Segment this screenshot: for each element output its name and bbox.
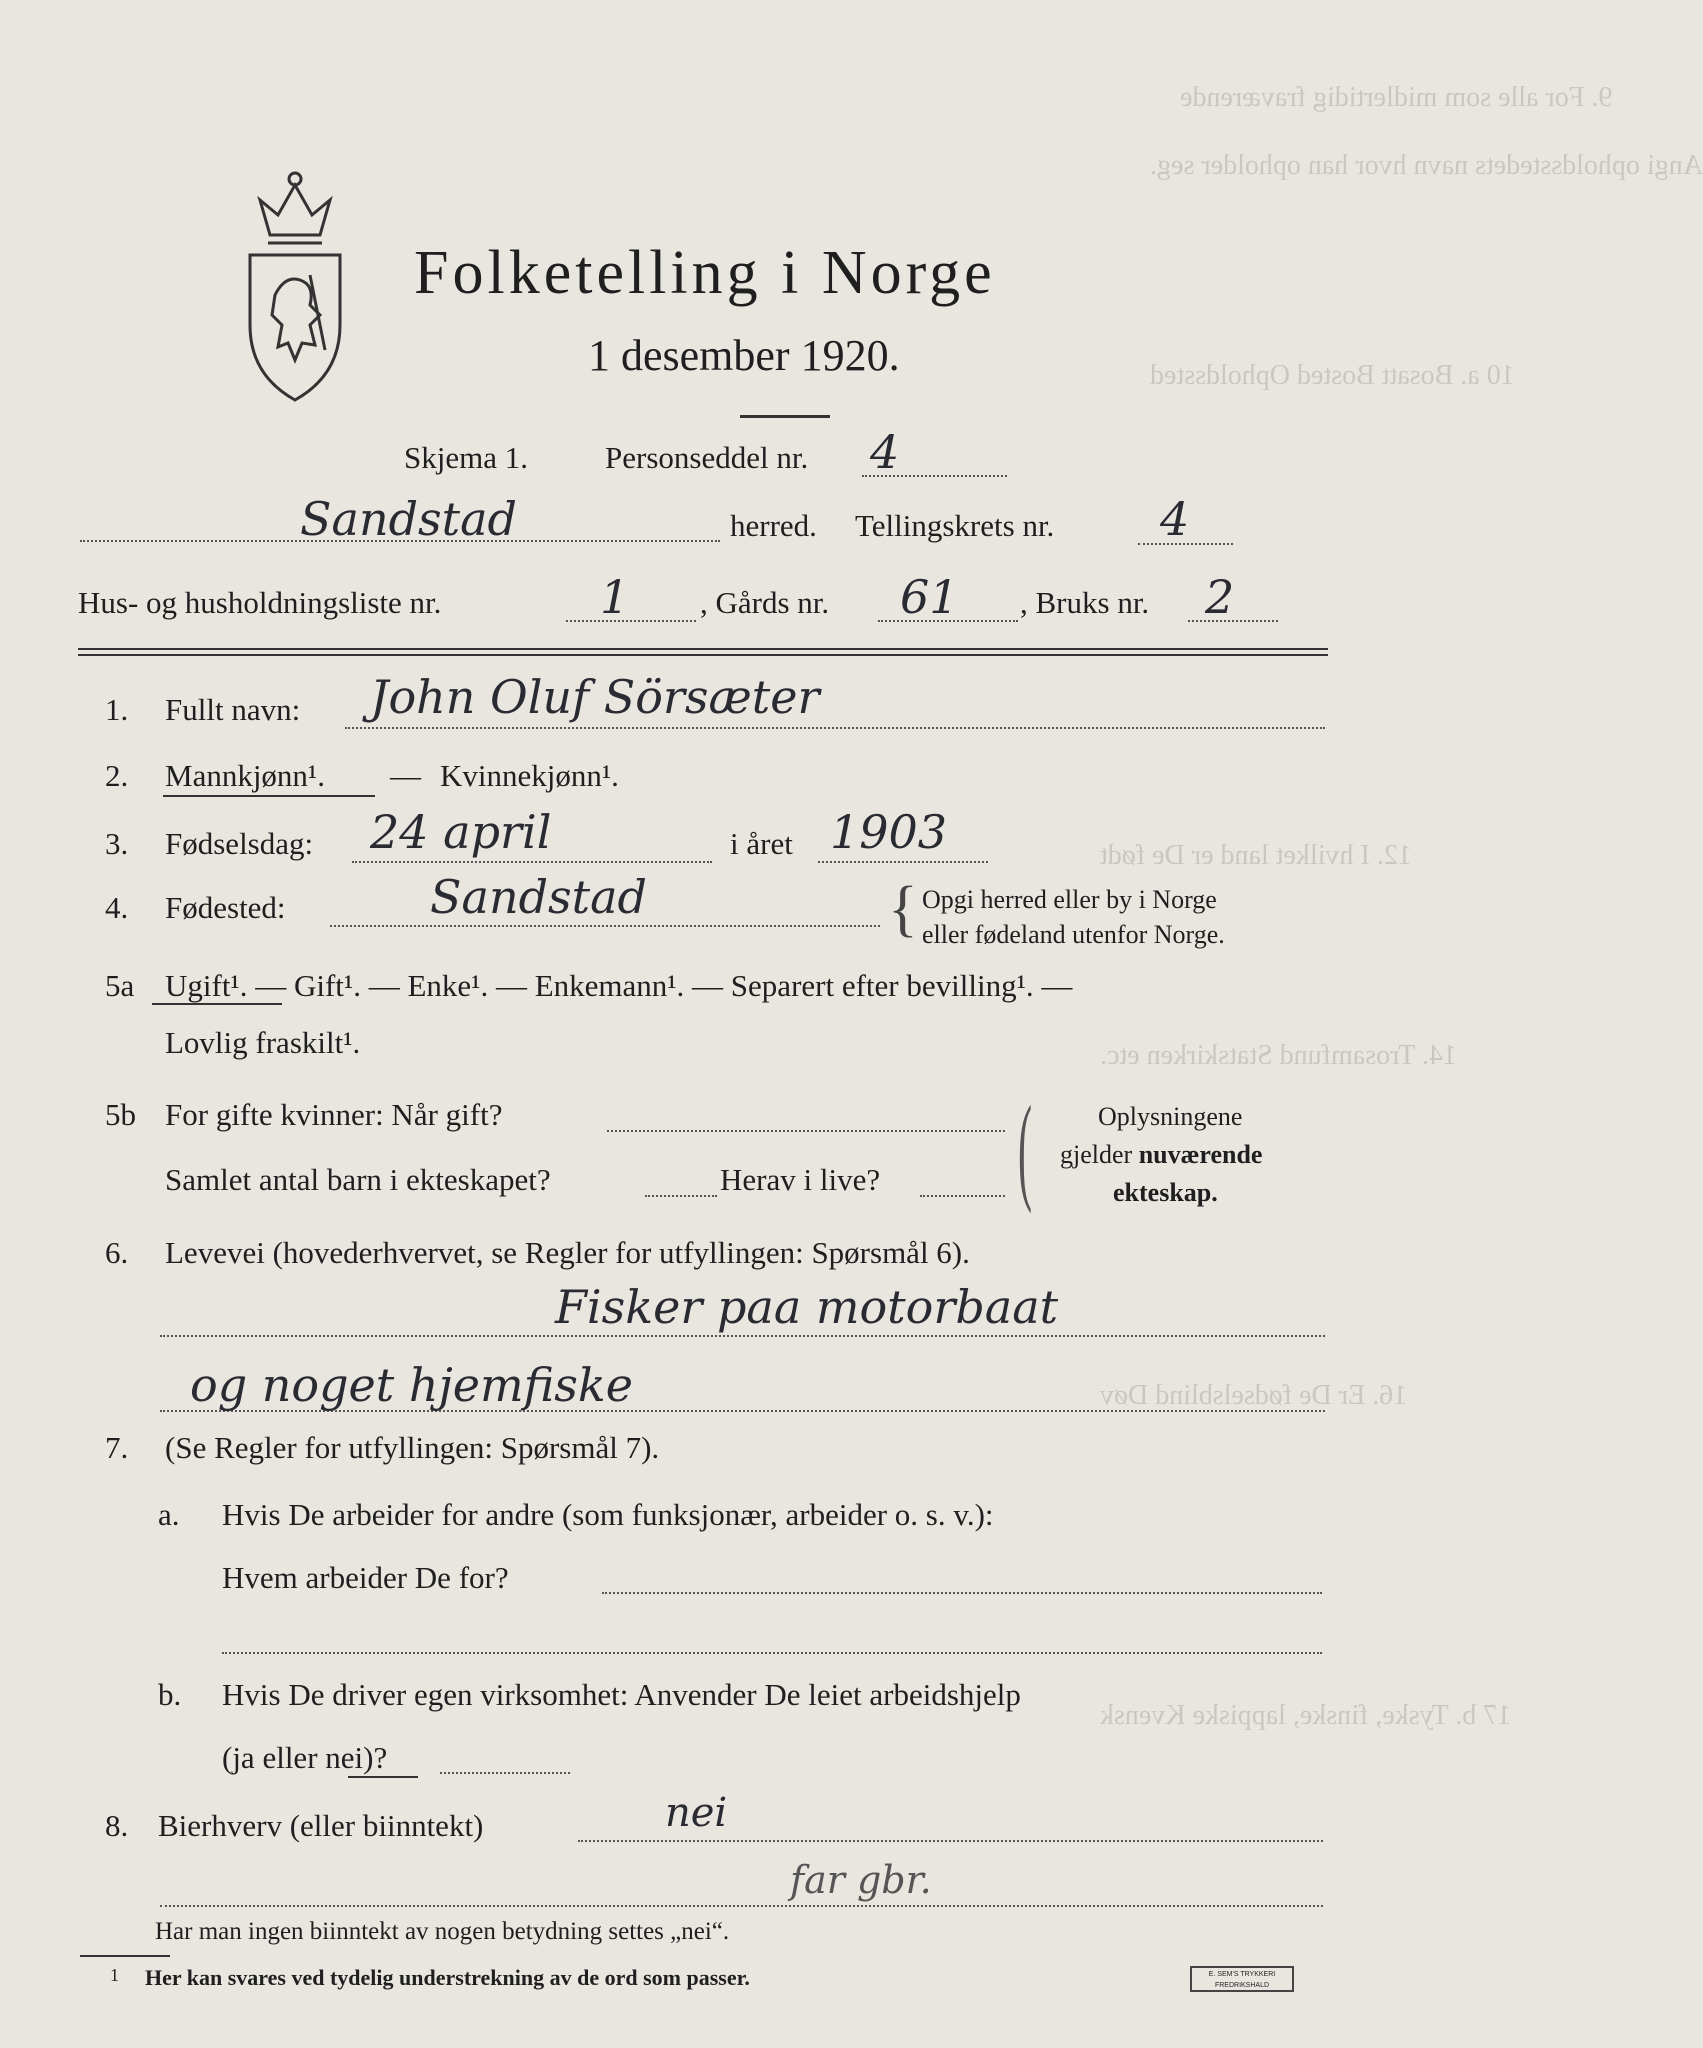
- q3-day-value: 24 april: [370, 805, 552, 859]
- q7a-line1: Hvis De arbeider for andre (som funksjonær, arbeider o. s. v.):: [222, 1497, 994, 1532]
- q1-value: John Oluf Sörsæter: [370, 670, 820, 724]
- q2-male-underline: [163, 795, 375, 797]
- q7a-line2: Hvem arbeider De for?: [222, 1560, 509, 1595]
- q5b-line1: For gifte kvinner: Når gift?: [165, 1097, 503, 1132]
- bleed-through-text: 17 b. Tyske, finske, lappiske Kvensk: [1100, 1700, 1512, 1731]
- herred-value: Sandstad: [300, 492, 517, 546]
- q1-number: 1.: [105, 692, 129, 727]
- q5b-children-label: Samlet antal barn i ekteskapet?: [165, 1162, 551, 1197]
- bleed-through-text: 14. Trosamfund Statskirken etc.: [1100, 1040, 1457, 1071]
- bruks-value: 2: [1205, 570, 1235, 624]
- tellingskrets-value: 4: [1160, 492, 1190, 546]
- q2-female-option: Kvinnekjønn¹.: [440, 758, 619, 793]
- q8-number: 8.: [105, 1808, 129, 1843]
- q3-label: Fødselsdag:: [165, 826, 314, 861]
- q5a-ugift-underline: [152, 1003, 282, 1005]
- q4-value: Sandstad: [430, 870, 647, 924]
- bruks-label: , Bruks nr.: [1020, 585, 1150, 620]
- q4-note-line1: Opgi herred eller by i Norge: [922, 885, 1217, 914]
- q5b-note-line1: Oplysningene: [1098, 1102, 1243, 1131]
- hus-value: 1: [600, 570, 630, 624]
- title-divider: [740, 415, 830, 418]
- q7b-line1: Hvis De driver egen virksomhet: Anvender De leiet arbeidshjelp: [222, 1677, 1021, 1712]
- q1-label: Fullt navn:: [165, 692, 301, 727]
- q5b-alive-label: Herav i live?: [720, 1162, 881, 1197]
- q7-number: 7.: [105, 1430, 129, 1465]
- q7b-number: b.: [158, 1677, 182, 1712]
- q7b-line2: (ja eller nei)?: [222, 1740, 388, 1775]
- footnote-mark: 1: [110, 1965, 119, 1985]
- q4-number: 4.: [105, 890, 129, 925]
- q2-male-option: Mannkjønn¹.: [165, 758, 325, 793]
- q4-label: Fødested:: [165, 890, 286, 925]
- bleed-through-text: 16. Er De fødselsblind Døv: [1100, 1380, 1408, 1411]
- bleed-through-text: 12. I hvilket land er De født: [1100, 840, 1412, 871]
- q6-label: Levevei (hovederhvervet, se Regler for utfyllingen: Spørsmål 6).: [165, 1235, 970, 1270]
- q4-brace: {: [888, 875, 918, 943]
- page-title: Folketelling i Norge: [414, 239, 996, 307]
- gards-value: 61: [900, 570, 959, 624]
- footnote-text: Her kan svares ved tydelig understrekning av de ord som passer.: [145, 1965, 750, 1990]
- q8-value-extra: far gbr.: [790, 1858, 932, 1902]
- herred-label: herred.: [730, 508, 817, 543]
- q2-separator: —: [390, 758, 421, 793]
- q8-value: nei: [665, 1790, 728, 1836]
- q5a-number: 5a: [105, 968, 135, 1003]
- q7a-number: a.: [158, 1497, 180, 1532]
- personseddel-value: 4: [870, 425, 900, 479]
- personseddel-label: Personseddel nr.: [605, 440, 809, 475]
- q5b-brace: (: [1018, 1081, 1032, 1214]
- section-divider: [78, 648, 1328, 650]
- q3-number: 3.: [105, 826, 129, 861]
- footer-note: Har man ingen biinntekt av nogen betydning settes „nei“.: [155, 1918, 730, 1945]
- q3-year-label: i året: [730, 826, 793, 861]
- q5b-note-line2: gjelder nuværende: [1060, 1140, 1263, 1169]
- q6-value-line2: og noget hjemfiske: [190, 1358, 633, 1412]
- gards-label: , Gårds nr.: [700, 585, 830, 620]
- coat-of-arms-icon: [240, 165, 350, 405]
- q5a-options-line2: Lovlig fraskilt¹.: [165, 1025, 361, 1060]
- tellingskrets-label: Tellingskrets nr.: [855, 508, 1055, 543]
- bleed-through-text: 10 a. Bosatt Bosted Opholdssted: [1150, 360, 1515, 391]
- q7b-nei-underline: [348, 1776, 418, 1778]
- q6-value-line1: Fisker paa motorbaat: [555, 1280, 1059, 1334]
- q2-number: 2.: [105, 758, 129, 793]
- q5b-number: 5b: [105, 1097, 136, 1132]
- bleed-through-text: 9. For alle som midlertidig fraværende: [1180, 82, 1613, 113]
- bleed-through-text: Angi opholdsstedets navn hvor han opholder seg.: [1150, 150, 1703, 181]
- section-divider: [78, 654, 1328, 656]
- q5a-options: Ugift¹. — Gift¹. — Enke¹. — Enkemann¹. — Separert efter bevilling¹. —: [165, 968, 1073, 1003]
- printer-mark: E. SEM'S TRYKKERI FREDRIKSHALD: [1190, 1966, 1294, 1992]
- census-date: 1 desember 1920.: [588, 331, 900, 380]
- q7-label: (Se Regler for utfyllingen: Spørsmål 7).: [165, 1430, 660, 1465]
- q5b-note-line3: ekteskap.: [1113, 1178, 1218, 1207]
- skjema-label: Skjema 1.: [404, 440, 528, 475]
- q6-number: 6.: [105, 1235, 129, 1270]
- footnote-divider: [80, 1955, 170, 1957]
- hus-label: Hus- og husholdningsliste nr.: [78, 585, 442, 620]
- q3-year-value: 1903: [830, 805, 948, 859]
- q8-label: Bierhverv (eller biinntekt): [158, 1808, 484, 1843]
- q4-note-line2: eller fødeland utenfor Norge.: [922, 920, 1225, 949]
